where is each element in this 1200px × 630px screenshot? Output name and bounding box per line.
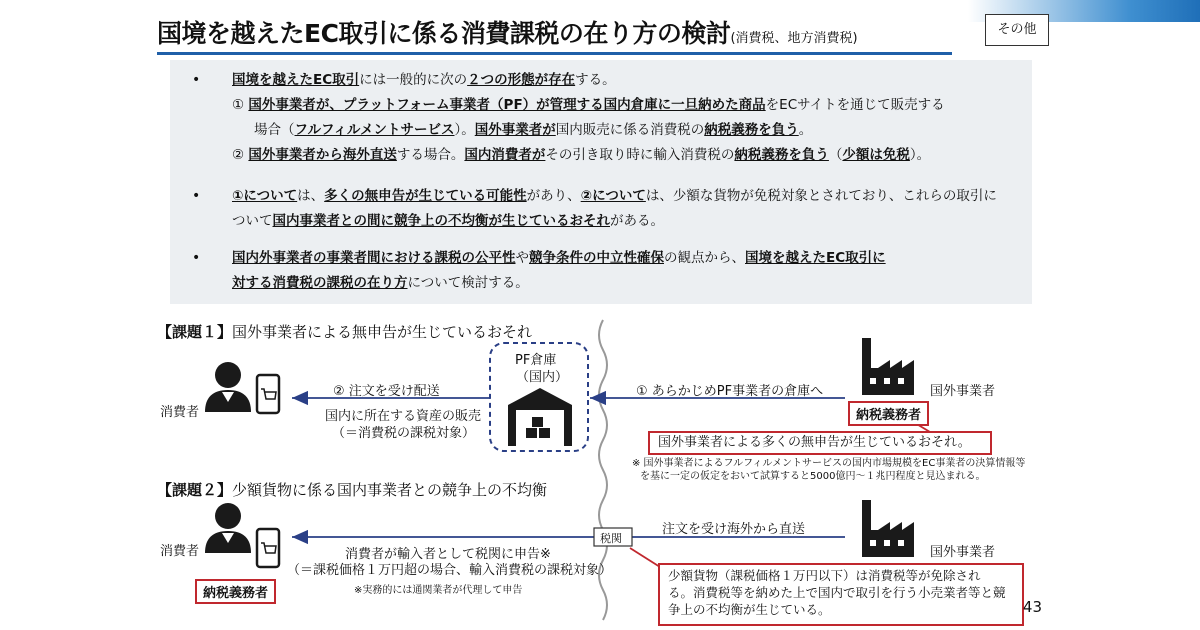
s1-e: フルフィルメントサービス	[294, 122, 455, 138]
b2-i: がある。	[610, 213, 664, 229]
b3-d: の観点から、	[664, 250, 745, 266]
factory-icon-1	[862, 338, 914, 395]
bullet-dot: •	[192, 250, 201, 266]
b2-e: ②について	[580, 188, 646, 204]
title-main: 国境を越えたEC取引に係る消費課税の在り方の検討	[157, 19, 731, 48]
consumer-label-2: 消費者	[160, 544, 200, 559]
b1-d: する。	[575, 72, 616, 88]
issue-1-text: 国外事業者による無申告が生じているおそれ	[232, 323, 533, 341]
bullet-dot: •	[192, 72, 201, 88]
issue-2-text: 少額貨物に係る国内事業者との競争上の不均衡	[232, 481, 548, 499]
s1-j: 。	[798, 122, 813, 138]
category-tag: その他	[985, 14, 1049, 46]
s1-d: 場合（	[254, 122, 295, 138]
alert-2-line-1: 少額貨物（課税価格１万円以下）は消費税等が免除され	[668, 568, 981, 583]
b2-b: は、	[297, 188, 325, 204]
s1-c: をECサイトを通じて販売する	[765, 97, 945, 113]
s2-a: ②	[232, 147, 245, 163]
b1-a: 国境を越えたEC取引	[232, 72, 360, 88]
b1-c: ２つの形態が存在	[467, 72, 576, 88]
issue-2-bracket: 【課題２】	[157, 481, 233, 499]
declare-line-1: 消費者が輸入者として税関に申告※	[345, 547, 551, 562]
note-1-line-2: を基に一定の仮定をおいて試算すると5000億円～１兆円程度と見込まれる。	[640, 471, 986, 482]
sale-line-1: 国内に所在する資産の販売	[325, 409, 482, 424]
issue-1-bracket: 【課題１】	[157, 323, 233, 341]
issue-1-heading	[157, 321, 532, 342]
b2-h: 国内事業者との間に競争上の不均衡が生じているおそれ	[272, 213, 610, 229]
tax-obligor-badge-1: 納税義務者	[848, 401, 929, 426]
alert-2-line-3: 争上の不均衡が生じている。	[668, 602, 831, 617]
s1-a: ①	[232, 97, 245, 113]
b2-g: ついて	[232, 213, 273, 229]
issue-2-heading	[157, 479, 547, 500]
s1-h: 国内販売に係る消費税の	[555, 122, 705, 138]
consumer-icon-1	[205, 362, 251, 412]
customs-label: 税関	[600, 532, 622, 545]
s2-e: その引き取り時に輸入消費税の	[545, 147, 735, 163]
consumer-icon-2	[205, 503, 251, 553]
alert-2-connector	[630, 548, 660, 567]
page-number: 43	[1022, 598, 1042, 616]
sale-line-2: （＝消費税の課税対象）	[332, 426, 476, 441]
smartphone-icon-1	[257, 375, 279, 413]
warehouse-line-1: PF倉庫	[515, 353, 557, 368]
customs-broker-note: ※実務的には通関業者が代理して申告	[354, 585, 523, 596]
alert-box-1: 国外事業者による多くの無申告が生じているおそれ。	[648, 431, 992, 455]
declare-line-2: （＝課税価格１万円超の場合、輸入消費税の課税対象）	[287, 563, 613, 578]
b2-f: は、少額な貨物が免税対象とされており、これらの取引に	[645, 188, 997, 204]
s2-h: 少額は免税	[842, 147, 910, 163]
foreign-label-1: 国外事業者	[930, 384, 996, 399]
bullet-dot: •	[192, 188, 201, 204]
b3-f: 対する消費税の課税の在り方	[232, 275, 408, 291]
direct-ship-label: 注文を受け海外から直送	[662, 522, 806, 537]
arrow-left-label: ② 注文を受け配送	[333, 384, 440, 399]
alert-2-line-2: る。消費税等を納めた上で国内で取引を行う小売業者等と競	[668, 585, 1006, 600]
b3-e: 国境を越えたEC取引に	[745, 250, 886, 266]
b3-a: 国内外事業者の事業者間における課税の公平性	[232, 250, 516, 266]
s1-b: 国外事業者が、プラットフォーム事業者（PF）が管理する国内倉庫に一旦納めた商品	[248, 97, 766, 113]
s2-g: （	[828, 147, 843, 163]
arrow-right-label: ① あらかじめPF事業者の倉庫へ	[636, 384, 824, 399]
warehouse-line-2: （国内）	[516, 370, 569, 385]
tax-obligor-badge-2: 納税義務者	[195, 579, 276, 604]
b3-c: 競争条件の中立性確保	[529, 250, 664, 266]
foreign-label-2: 国外事業者	[930, 545, 996, 560]
s1-i: 納税義務を負う	[704, 122, 799, 138]
smartphone-icon-2	[257, 529, 279, 567]
factory-icon-2	[862, 500, 914, 557]
note-1-line-1: ※ 国外事業者によるフルフィルメントサービスの国内市場規模をEC事業者の決算情報等	[632, 458, 1026, 469]
s2-d: 国内消費者が	[464, 147, 546, 163]
b2-c: 多くの無申告が生じている可能性	[324, 188, 527, 204]
s2-c: する場合。	[396, 147, 465, 163]
b1-b: には一般的に次の	[359, 72, 468, 88]
alert-box-2	[658, 563, 1024, 626]
b3-b: や	[515, 250, 529, 266]
title-suffix: (消費税、地方消費税)	[730, 31, 858, 46]
b2-a: ①について	[232, 188, 298, 204]
consumer-label-1: 消費者	[160, 405, 200, 420]
s2-i: ）。	[909, 147, 931, 163]
b3-g: について検討する。	[407, 275, 529, 291]
b2-d: があり、	[526, 188, 581, 204]
s2-b: 国外事業者から海外直送	[248, 147, 397, 163]
s2-f: 納税義務を負う	[734, 147, 829, 163]
s1-g: 国外事業者が	[474, 122, 556, 138]
s1-f: ）。	[454, 122, 475, 138]
